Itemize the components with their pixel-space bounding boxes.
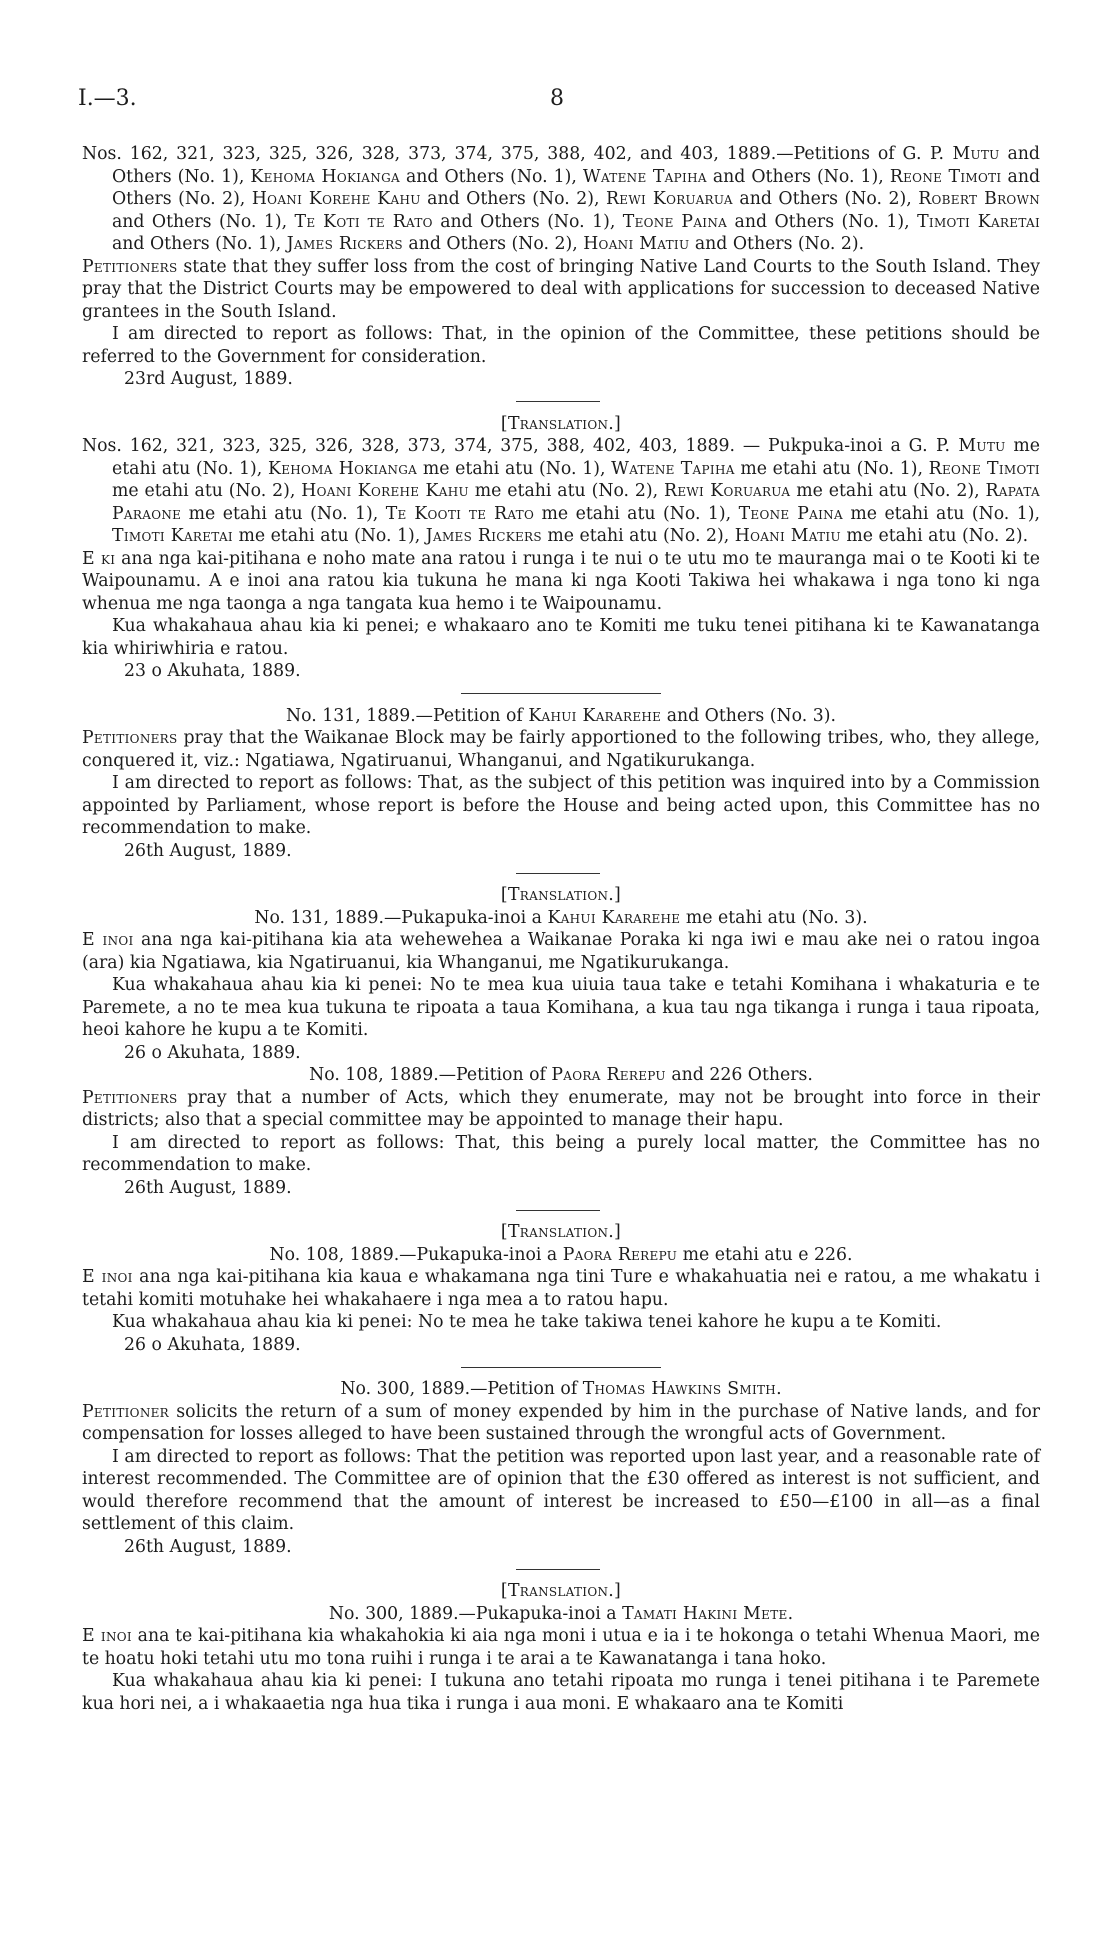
petitioner-name: Rewi Koruarua — [664, 481, 791, 501]
name-connector: me etahi atu (No. 2), — [790, 481, 986, 501]
name-connector: and Others (No. 2), — [420, 189, 606, 209]
translation-label: [Translation.] — [500, 413, 622, 434]
section-separator — [82, 683, 1040, 705]
name-connector: me etahi atu (No. 1), — [842, 503, 1040, 524]
petition-summary: Petitioner solicits the return of a sum of money expended by him in the purchase of Native lands, and for compensation for losses alleged to have been sustained through the wrongful acts of Government. — [82, 1401, 1040, 1444]
translation-summary: E ki ana nga kai-pitihana e noho mate ana ratou i runga i te nui o te utu mo te mauranga mai o te Kooti ki te Waipounamu. A e inoi ana ratou kia tukuna he mana ki nga Kooti Takiwa hei whakawa i nga tono ki nga whenua me nga taonga a nga tangata kua hemo i te Waipounamu. — [82, 548, 1040, 614]
document-reference: I.—3. — [78, 86, 137, 111]
name-connector: me etahi atu (No. 2). — [840, 526, 1029, 546]
page-number: 8 — [550, 86, 564, 111]
translation-rule — [82, 862, 1040, 884]
translation-summary: E inoi ana nga kai-pitihana kia kaua e whakamana nga tini Ture e whakahuatia nei e ratou, a me whakatu i tetahi komiti motuhake hei whakahaere i nga mea a to ratou hapu. — [82, 1267, 1040, 1310]
petition-title: No. 300, 1889.—Petition of Thomas Hawkins Smith. — [340, 1379, 782, 1399]
name-connector: and Others (No. 2), — [732, 189, 919, 209]
translation-title: No. 108, 1889.—Pukapuka-inoi a Paora Rerepu me etahi atu e 226. — [269, 1244, 853, 1265]
petitioner-name: Hoani Matiu — [734, 526, 841, 546]
translation-rule — [82, 391, 1040, 413]
petitioner-name: Hoani Korehe Kahu — [301, 481, 469, 501]
report-date: 26th August, 1889. — [124, 1177, 292, 1198]
petitioner-name: Hoani Matiu — [583, 234, 690, 254]
translation-summary: E inoi ana nga kai-pitihana kia ata wehewehea a Waikanae Poraka ki nga iwi e mau ake nei o ratou ingoa (ara) kia Ngatiawa, kia Ngatiruanui, kia Whanganui, me Ngatikurukanga. — [82, 930, 1041, 973]
name-connector: and Others (No. 1), — [112, 211, 295, 232]
translation-report: Kua whakahaua ahau kia ki penei; e whakaaro ano te Komiti me tuku tenei pitihana ki te Kawanatanga kia whiriwhiria e ratou. — [82, 616, 1040, 659]
name-connector: and Others (No. 1), — [432, 211, 623, 232]
petition-title: No. 108, 1889.—Petition of Paora Rerepu and 226 Others. — [309, 1065, 813, 1085]
name-connector: and Others (No. 2), — [112, 166, 1041, 209]
translation-date: 26 o Akuhata, 1889. — [124, 1042, 301, 1063]
translation-report: Kua whakahaua ahau kia ki penei: I tukuna ano tetahi ripoata mo runga i tenei pitihana i te Paremete kua hori nei, a i whakaaetia nga hua tika i runga i aua moni. E whakaaro ana te Komiti — [82, 1671, 1040, 1714]
translation-label: [Translation.] — [500, 885, 622, 905]
name-connector: me etahi atu (No. 1), — [181, 503, 386, 524]
petitioner-name: Teone Paina — [622, 211, 728, 232]
petition-summary: Petitioners pray that the Waikanae Block may be fairly apportioned to the following tribes, who, they allege, conquered it, viz.: Ngatiawa, Ngatiruanui, Whanganui, and Ngatikurukanga. — [82, 728, 1040, 771]
name-connector: me etahi atu (No. 1), — [534, 503, 739, 524]
petitioner-name: Rapata Paraone — [112, 481, 1040, 524]
page-header — [0, 86, 1114, 116]
translation-report: Kua whakahaua ahau kia ki penei: No te mea he take takiwa tenei kahore he kupu a te Komiti. — [112, 1312, 942, 1332]
section-separator — [82, 1356, 1040, 1378]
name-connector: and Others (No. 1), — [112, 144, 1040, 187]
petitioner-name: Hoani Korehe Kahu — [251, 189, 421, 209]
report-date: 26th August, 1889. — [124, 1536, 292, 1557]
name-connector: and Others (No. 1), — [727, 211, 918, 232]
petitioner-name: James Rickers — [425, 526, 542, 546]
petitioner-name: Kehoma Hokianga — [250, 166, 400, 187]
petitioner-name: Reone Timoti — [928, 458, 1040, 479]
committee-report: I am directed to report as follows: That, this being a purely local matter, the Committee has no recommendation to make. — [82, 1132, 1040, 1175]
name-connector: me etahi atu (No. 2), — [112, 481, 302, 501]
translation-date: 26 o Akuhata, 1889. — [124, 1334, 301, 1355]
petition-summary: Petitioners pray that a number of Acts, which they enumerate, may not be brought into force in their districts; also that a special committee may be appointed to manage their hapu. — [82, 1087, 1040, 1130]
petitioner-name: Reone Timoti — [889, 166, 1002, 187]
petitioner-name: James Rickers — [286, 234, 403, 254]
petitioner-name: Te Koti te Rato — [294, 211, 433, 232]
petitioner-name: Timoti Karetai — [112, 526, 233, 546]
name-connector: and Others (No. 2), — [402, 234, 584, 254]
name-connector: me etahi atu (No. 1), — [232, 526, 426, 546]
name-connector: me etahi atu (No. 1), — [112, 436, 1041, 479]
petition-heading: Nos. 162, 321, 323, 325, 326, 328, 373, 374, 375, 388, 402, and 403, 1889.—Petitions of G. P. Mutu and Others (No. 1), Kehoma Hokianga and Others (No. 1), Watene Tapiha and Others (No. 1), Reone Timoti and Others (No. 2), Hoani Korehe Kahu and Others (No. 2), Rewi Koruarua and Others (No. 2), Robert Brown and Others (No. 1), Te Koti te Rato and Others (No. 1), Teone Paina and Others (No. 1), Timoti Karetai and Others (No. 1), James Rickers and Others (No. 2), Hoani Matiu and Others (No. 2). — [82, 144, 1041, 254]
petitioner-name: G. P. Mutu — [902, 144, 1000, 164]
petitioner-name: Kehoma Hokianga — [267, 458, 418, 479]
translation-rule — [82, 1558, 1040, 1580]
name-connector: me etahi atu (No. 1), — [734, 458, 929, 479]
translation-heading: Nos. 162, 321, 323, 325, 326, 328, 373, 374, 375, 388, 402, 403, 1889. — Pukpuka-inoi a G. P. Mutu me etahi atu (No. 1), Kehoma Hokianga me etahi atu (No. 1), Watene Tapiha me etahi atu (No. 1), Reone Timoti me etahi atu (No. 2), Hoani Korehe Kahu me etahi atu (No. 2), Rewi Koruarua me etahi atu (No. 2), Rapata Paraone me etahi atu (No. 1), Te Kooti te Rato me etahi atu (No. 1), Teone Paina me etahi atu (No. 1), Timoti Karetai me etahi atu (No. 1), James Rickers me etahi atu (No. 2), Hoani Matiu me etahi atu (No. 2). — [82, 436, 1041, 546]
petitioner-name: Robert Brown — [918, 189, 1041, 209]
name-connector: me etahi atu (No. 1), — [417, 458, 612, 479]
name-connector: and Others (No. 1), — [706, 166, 890, 187]
petitioner-name: Teone Paina — [738, 503, 843, 524]
translation-title: No. 131, 1889.—Pukapuka-inoi a Kahui Kararehe me etahi atu (No. 3). — [254, 907, 868, 928]
petitioner-name: Watene Tapiha — [582, 166, 707, 187]
report-date: 26th August, 1889. — [124, 840, 292, 861]
petitioner-name: G. P. Mutu — [908, 436, 1006, 456]
name-connector: and Others (No. 1), — [399, 166, 583, 187]
translation-label: [Translation.] — [500, 1222, 622, 1242]
petitioner-name: Timoti Karetai — [917, 211, 1040, 232]
name-connector: and Others (No. 2). — [689, 234, 865, 254]
petition-summary: Petitioners state that they suffer loss from the cost of bringing Native Land Courts to the South Island. They pray that the District Courts may be empowered to deal with applications for succession to deceased Native grantees in the South Island. — [82, 256, 1040, 322]
translation-date: 23 o Akuhata, 1889. — [124, 661, 301, 681]
petitioner-name: Watene Tapiha — [611, 458, 735, 479]
document-body — [82, 143, 1040, 1715]
translation-rule — [82, 1199, 1040, 1221]
petitioner-name: Rewi Koruarua — [606, 189, 733, 209]
committee-report: I am directed to report as follows: That, as the subject of this petition was inquired into by a Commission appointed by Parliament, whose report is before the House and being acted upon, this Committee has no recommendation to make. — [82, 773, 1040, 838]
name-connector: me etahi atu (No. 2), — [468, 481, 665, 501]
name-connector: me etahi atu (No. 2), — [541, 526, 735, 546]
translation-summary: E inoi ana te kai-pitihana kia whakahokia ki aia nga moni i utua e ia i te hokonga o tetahi Whenua Maori, me te hoatu hoki tetahi utu mo tona ruihi i runga i te arai a te Kawanatanga i tana hoko. — [82, 1626, 1040, 1669]
translation-report: Kua whakahaua ahau kia ki penei: No te mea kua uiuia taua take e tetahi Komihana i whakaturia e te Paremete, a no te mea kua tukuna te ripoata a taua Komihana, a kua tau nga tikanga i runga i taua ripoata, heoi kahore he kupu a te Komiti. — [82, 975, 1040, 1040]
name-connector: and Others (No. 1), — [112, 234, 287, 254]
committee-report: I am directed to report as follows: That the petition was reported upon last year, and a reasonable rate of interest recommended. The Committee are of opinion that the £30 offered as interest is not sufficient, and would therefore recommend that the amount of interest be increased to £50—£100 in all—as a final settlement of this claim. — [82, 1446, 1040, 1534]
petitioner-name: Te Kooti te Rato — [385, 503, 535, 524]
translation-title: No. 300, 1889.—Pukapuka-inoi a Tamati Hakini Mete. — [328, 1603, 794, 1624]
report-date: 23rd August, 1889. — [124, 369, 293, 389]
committee-report: I am directed to report as follows: That, in the opinion of the Committee, these petitions should be referred to the Government for consideration. — [82, 324, 1040, 367]
petition-title: No. 131, 1889.—Petition of Kahui Kararehe and Others (No. 3). — [286, 705, 836, 726]
translation-label: [Translation.] — [500, 1581, 622, 1601]
